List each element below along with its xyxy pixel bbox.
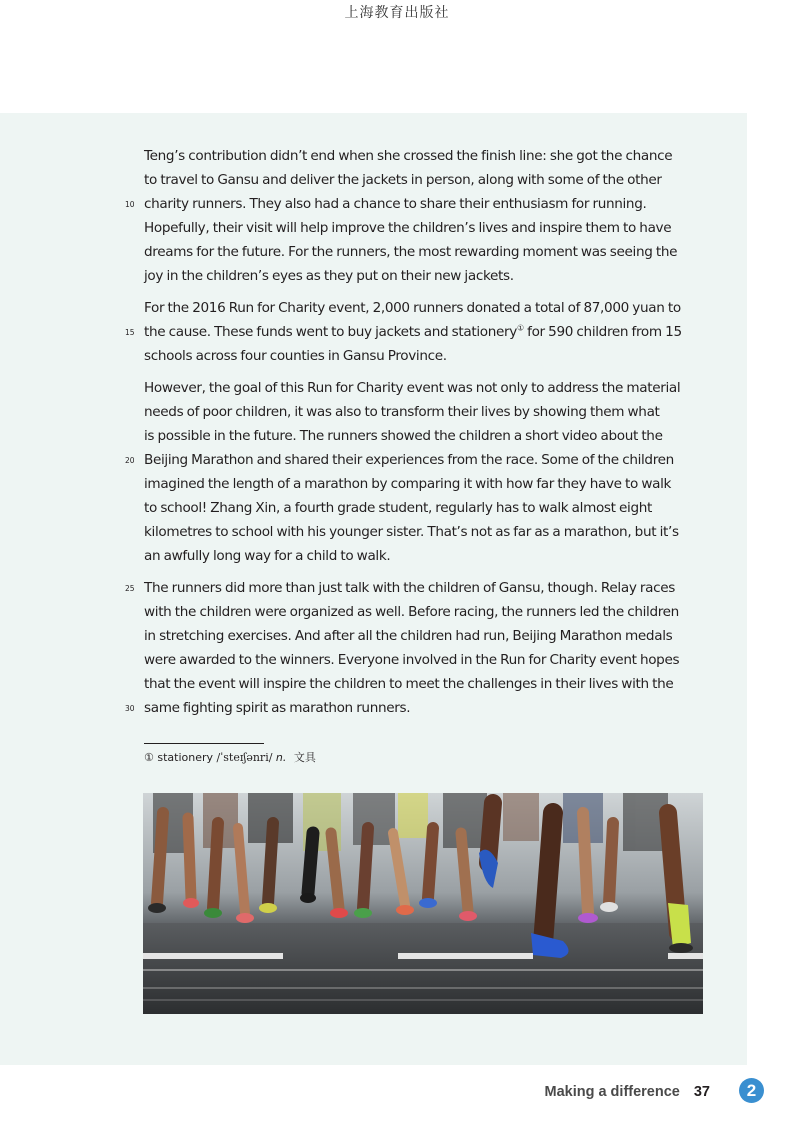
text-line [144,400,704,424]
line-text: imagined the length of a marathon by comparing it with how far they have to walk [144,476,672,492]
line-text: However, the goal of this Run for Charity event was not only to address the material [144,380,681,396]
text-line [125,448,704,472]
footnote-pronunciation: /ˈsteɪʃənri/ [216,751,273,764]
line-text: to travel to Gansu and deliver the jackets in person, along with some of the other [144,172,662,188]
text-line [125,696,704,720]
text-line [144,496,704,520]
paragraph [125,376,704,568]
footnote-pos: n. [275,751,287,764]
text-line [144,296,704,320]
paragraph [125,296,704,368]
line-text: Beijing Marathon and shared their experiences from the race. Some of the children [144,452,674,468]
line-text: is possible in the future. The runners showed the children a short video about the [144,428,663,444]
text-line [144,144,704,168]
section-title: Making a difference [544,1084,680,1100]
text-line [144,264,704,288]
line-text: kilometres to school with his younger sister. That’s not as far as a marathon, but it’s [144,524,679,540]
footnote-gloss: 文具 [293,751,316,764]
line-text: with the children were organized as well. Before racing, the runners led the children [144,604,679,620]
text-line [144,216,704,240]
line-number: 30 [125,704,135,713]
marathon-runners-photo [143,793,703,1014]
text-line [144,624,704,648]
text-line [144,648,704,672]
line-text: Teng’s contribution didn’t end when she crossed the finish line: she got the chance [144,148,673,164]
line-text: joy in the children’s eyes as they put on their new jackets. [144,268,514,284]
line-text: schools across four counties in Gansu Province. [144,348,447,364]
text-line [144,376,704,400]
text-line [125,192,704,216]
text-line [144,240,704,264]
footnote-marker: ① [144,751,154,764]
text-line [144,672,704,696]
page-number: 37 [693,1084,710,1100]
line-text: Hopefully, their visit will help improve the children’s lives and inspire them to have [144,220,672,236]
line-number: 10 [125,200,135,209]
line-text: in stretching exercises. And after all the children had run, Beijing Marathon medals [144,628,673,644]
line-text: an awfully long way for a child to walk. [144,548,391,564]
paragraph [125,576,704,720]
line-text: that the event will inspire the children to meet the challenges in their lives with the [144,676,674,692]
text-line [144,424,704,448]
footnote-reference: ① [516,323,524,333]
text-line [144,472,704,496]
publisher-name: 上海教育出版社 [344,5,450,21]
text-line [144,168,704,192]
page-footer [544,1084,710,1100]
line-text: same fighting spirit as marathon runners. [144,700,411,716]
unit-number-badge: 2 [739,1078,764,1103]
text-line [125,320,704,344]
text-line [125,576,704,600]
text-line [144,520,704,544]
line-text: to school! Zhang Xin, a fourth grade student, regularly has to walk almost eight [144,500,652,516]
line-text: The runners did more than just talk with the children of Gansu, though. Relay races [144,580,675,596]
text-line [144,544,704,568]
line-number: 15 [125,328,135,337]
text-line [144,600,704,624]
line-text: For the 2016 Run for Charity event, 2,000 runners donated a total of 87,000 yuan to [144,300,681,316]
line-text: dreams for the future. For the runners, the most rewarding moment was seeing the [144,244,678,260]
footnote-divider [144,743,264,744]
line-number: 20 [125,456,135,465]
line-text: charity runners. They also had a chance to share their enthusiasm for running. [144,196,647,212]
line-text: the cause. These funds went to buy jackets and stationery [144,324,517,340]
footnote-word: stationery [157,751,214,764]
line-number: 25 [125,584,135,593]
line-text: needs of poor children, it was also to transform their lives by showing them what [144,404,660,420]
article-text [125,144,704,728]
paragraph [125,144,704,288]
line-text: were awarded to the winners. Everyone involved in the Run for Charity event hopes [144,652,680,668]
footnote [144,749,316,765]
line-text-continued: for 590 children from 15 [523,324,682,340]
text-line [144,344,704,368]
